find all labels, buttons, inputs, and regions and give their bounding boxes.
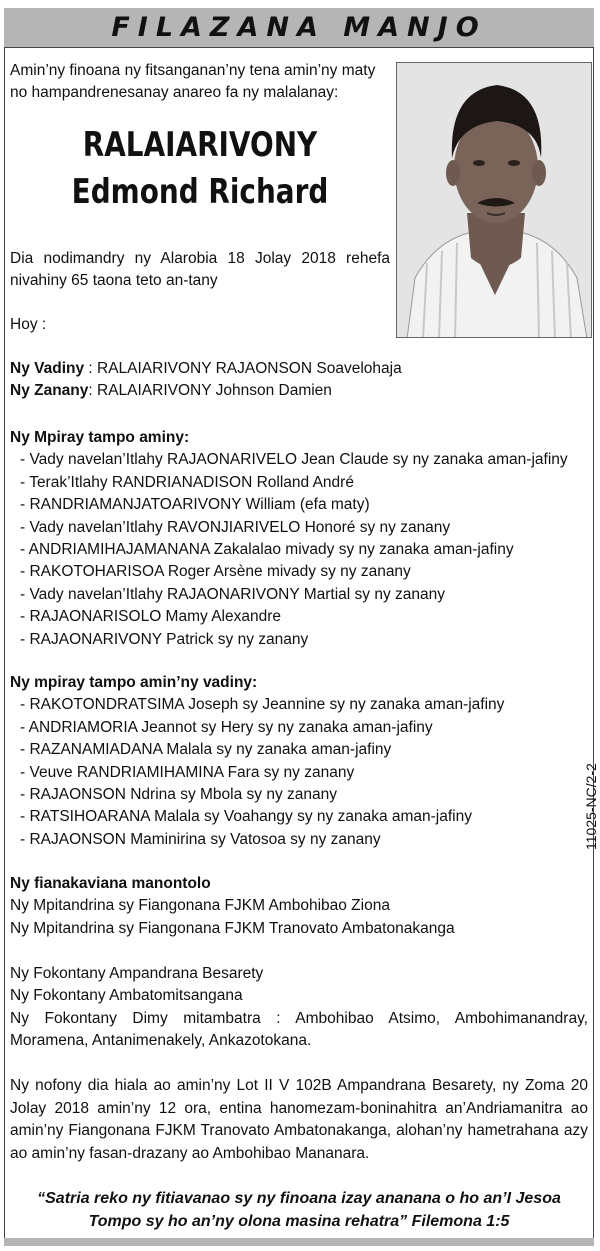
list-item: - RAJAONARIVONY Patrick sy ny zanany — [20, 630, 309, 648]
death-notice: Dia nodimandry ny Alarobia 18 Jolay 2018 rehefa nivahiny 65 taona teto an-tany — [10, 250, 390, 289]
list-item: - RAKOTONDRATSIMA Joseph sy Jeannine sy ny zanaka aman-jafiny — [20, 696, 505, 714]
list-item: - Vady navelan’Itlahy RAVONJIARIVELO Honoré sy ny zanany — [20, 518, 451, 536]
list-item: - RANDRIAMANJATOARIVONY William (efa maty) — [20, 496, 370, 514]
children-value: : RALAIARIVONY Johnson Damien — [88, 382, 332, 400]
footer-band — [4, 1238, 594, 1246]
in-laws-section — [10, 672, 504, 851]
intro-text: Amin’ny finoana ny fitsanganan’ny tena amin’ny maty no hampandrenesanay anareo fa ny malalanay: — [10, 62, 376, 101]
portrait-icon — [397, 63, 592, 338]
relatives-section — [10, 873, 455, 940]
list-item: Ny Mpitandrina sy Fiangonana FJKM Ambohibao Ziona — [10, 897, 390, 915]
header-band — [4, 8, 594, 48]
siblings-section — [10, 427, 568, 651]
list-item: - RAKOTOHARISOA Roger Arsène mivady sy ny zanany — [20, 563, 411, 581]
list-item: - RAJAONSON Maminirina sy Vatosoa sy ny zanany — [20, 830, 381, 848]
list-item: - ANDRIAMORIA Jeannot sy Hery sy ny zanaka aman-jafiny — [20, 718, 433, 736]
reference-code: 11025-NC/2-2 — [583, 763, 599, 850]
in-laws-heading: Ny mpiray tampo amin’ny vadiny: — [10, 674, 258, 691]
funeral-info: Ny nofony dia hiala ao amin’ny Lot II V 102B Ampandrana Besarety, ny Zoma 20 Jolay 2018 amin’ny 12 ora, entina hanomezam-boninahitra an’Andriamanitra ao amin’ny Fiangonana FJKM Tranovato Ambatonakanga, alohan’ny hametrahana azy ao amin’ny fasan-drazany ao Ambohibao Mananara. — [10, 1077, 588, 1162]
list-item: Ny Fokontany Ambatomitsangana — [10, 987, 243, 1005]
list-item: - Vady navelan’Itlahy RAJAONARIVELO Jean Claude sy ny zanaka aman-jafiny — [20, 451, 568, 469]
notice-title: FILAZANA MANJO — [111, 12, 487, 43]
list-item: - RAZANAMIADANA Malala sy ny zanaka aman-jafiny — [20, 741, 392, 759]
list-item: Ny Mpitandrina sy Fiangonana FJKM Tranovato Ambatonakanga — [10, 919, 455, 937]
list-item: Ny Fokontany Ampandrana Besarety — [10, 965, 264, 982]
children-label: Ny Zanany — [10, 382, 89, 400]
widow-value: : RALAIARIVONY RAJAONSON Soavelohaja — [84, 360, 402, 377]
list-item: - RATSIHOARANA Malala sy Voahangy sy ny zanaka aman-jafiny — [20, 808, 472, 826]
deceased-given-names: Edmond Richard — [71, 172, 329, 212]
list-item: - RAJAONSON Ndrina sy Mbola sy ny zanany — [20, 786, 337, 804]
list-item: - Veuve RANDRIAMIHAMINA Fara sy ny zanany — [20, 763, 355, 781]
hoy-label: Hoy : — [10, 316, 47, 333]
fokontany-section — [10, 963, 588, 1053]
portrait-photo — [396, 62, 592, 338]
list-item: Ny Fokontany Dimy mitambatra : Ambohibao Atsimo, Ambohimanandray, Moramena, Antanimenakely, Ankazotokana. — [10, 1009, 588, 1050]
widow-label: Ny Vadiny — [10, 360, 85, 377]
list-item: - RAJAONARISOLO Mamy Alexandre — [20, 608, 281, 626]
siblings-heading: Ny Mpiray tampo aminy: — [10, 429, 190, 446]
list-item: - Vady navelan’Itlahy RAJAONARIVONY Martial sy ny zanany — [20, 585, 445, 603]
list-item: - ANDRIAMIHAJAMANANA Zakalalao mivady sy ny zanaka aman-jafiny — [20, 541, 514, 559]
list-item: - Terak’Itlahy RANDRIANADISON Rolland André — [20, 473, 354, 491]
relatives-heading: Ny fianakaviana manontolo — [10, 875, 211, 892]
bible-quote: “Satria reko ny fitiavanao sy ny finoana izay ananana o ho an’I Jesoa Tompo sy ho an’ny olona masina rehatra” Filemona 1:5 — [37, 1190, 561, 1230]
deceased-surname: RALAIARIVONY — [82, 125, 318, 165]
family-block — [10, 358, 402, 403]
